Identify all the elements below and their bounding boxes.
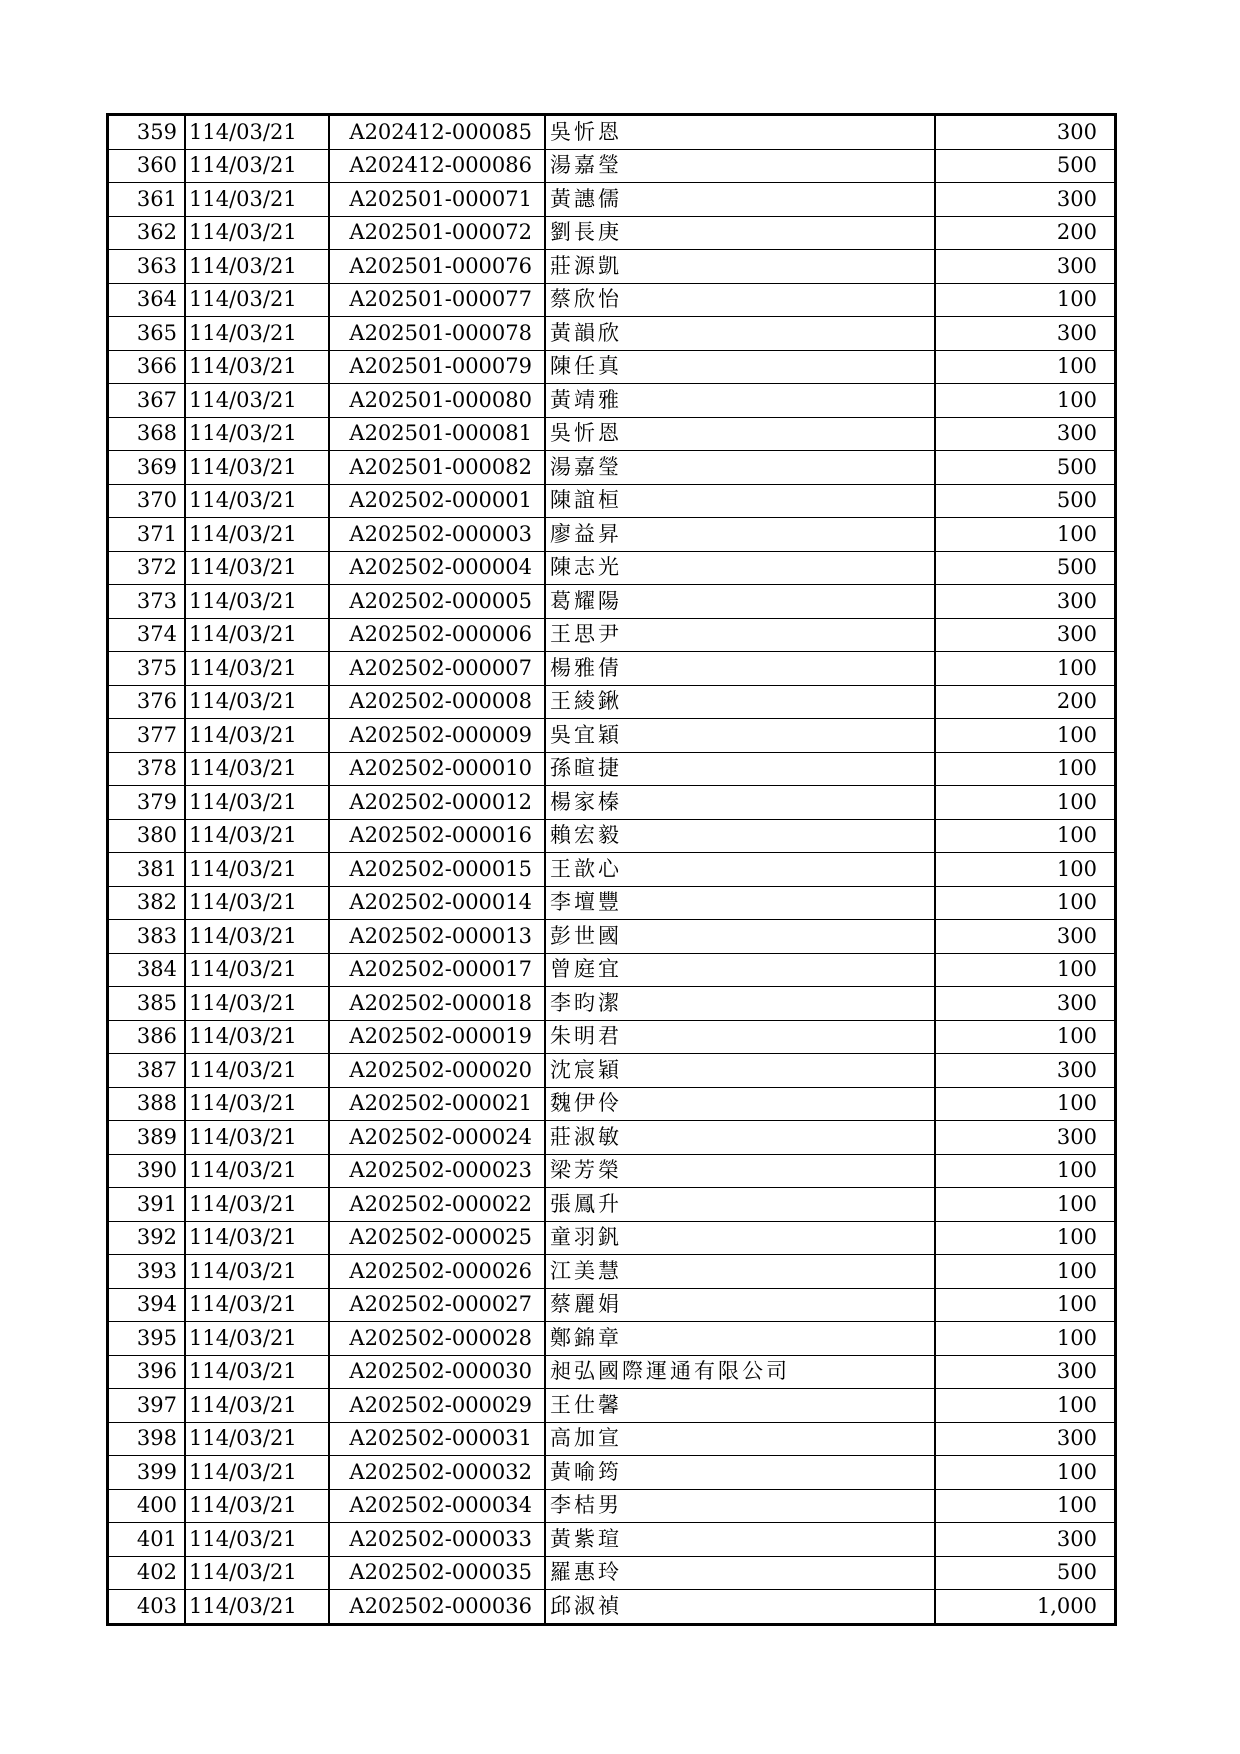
row-number: 383: [108, 920, 186, 954]
row-date: 114/03/21: [185, 1389, 329, 1423]
donor-name: 蔡麗娟: [545, 1288, 935, 1322]
donor-name: 魏伊伶: [545, 1087, 935, 1121]
row-number: 369: [108, 451, 186, 485]
row-number: 403: [108, 1590, 186, 1625]
donation-amount: 100: [935, 1288, 1116, 1322]
receipt-number: A202502-000025: [329, 1221, 545, 1255]
table-row: [108, 250, 1116, 284]
table-row: [108, 1087, 1116, 1121]
donation-amount: 100: [935, 1154, 1116, 1188]
row-number: 362: [108, 216, 186, 250]
receipt-number: A202501-000080: [329, 384, 545, 418]
table-row: [108, 283, 1116, 317]
row-number: 384: [108, 953, 186, 987]
receipt-number: A202502-000015: [329, 853, 545, 887]
table-row: [108, 1154, 1116, 1188]
donor-name: 楊家榛: [545, 786, 935, 820]
donor-name: 湯嘉瑩: [545, 451, 935, 485]
donor-name: 邱淑禎: [545, 1590, 935, 1625]
receipt-number: A202502-000027: [329, 1288, 545, 1322]
donation-amount: 500: [935, 551, 1116, 585]
donor-name: 黃喻筠: [545, 1456, 935, 1490]
row-number: 391: [108, 1188, 186, 1222]
donation-amount: 300: [935, 1523, 1116, 1557]
table-row: [108, 886, 1116, 920]
row-date: 114/03/21: [185, 1556, 329, 1590]
donation-amount: 100: [935, 1087, 1116, 1121]
receipt-number: A202502-000001: [329, 484, 545, 518]
row-number: 394: [108, 1288, 186, 1322]
row-number: 400: [108, 1489, 186, 1523]
row-number: 389: [108, 1121, 186, 1155]
donor-name: 孫暄捷: [545, 752, 935, 786]
row-number: 399: [108, 1456, 186, 1490]
row-date: 114/03/21: [185, 250, 329, 284]
row-number: 380: [108, 819, 186, 853]
ledger-body: [108, 115, 1116, 1625]
receipt-number: A202502-000019: [329, 1020, 545, 1054]
table-row: [108, 1489, 1116, 1523]
donation-amount: 500: [935, 1556, 1116, 1590]
row-date: 114/03/21: [185, 920, 329, 954]
donor-name: 李昀潔: [545, 987, 935, 1021]
donation-amount: 100: [935, 283, 1116, 317]
receipt-number: A202502-000010: [329, 752, 545, 786]
table-row: [108, 1221, 1116, 1255]
row-number: 401: [108, 1523, 186, 1557]
donation-amount: 500: [935, 149, 1116, 183]
donor-name: 莊源凱: [545, 250, 935, 284]
receipt-number: A202502-000013: [329, 920, 545, 954]
donation-amount: 300: [935, 920, 1116, 954]
row-date: 114/03/21: [185, 1489, 329, 1523]
donor-name: 蔡欣怡: [545, 283, 935, 317]
row-date: 114/03/21: [185, 1288, 329, 1322]
receipt-number: A202501-000082: [329, 451, 545, 485]
row-date: 114/03/21: [185, 451, 329, 485]
donation-amount: 300: [935, 417, 1116, 451]
table-row: [108, 853, 1116, 887]
donation-amount: 100: [935, 1322, 1116, 1356]
row-date: 114/03/21: [185, 1523, 329, 1557]
donor-name: 黃紫瑄: [545, 1523, 935, 1557]
row-number: 371: [108, 518, 186, 552]
row-date: 114/03/21: [185, 1221, 329, 1255]
receipt-number: A202502-000006: [329, 618, 545, 652]
receipt-number: A202502-000032: [329, 1456, 545, 1490]
table-row: [108, 1121, 1116, 1155]
row-date: 114/03/21: [185, 1087, 329, 1121]
receipt-number: A202502-000012: [329, 786, 545, 820]
row-number: 375: [108, 652, 186, 686]
receipt-number: A202501-000078: [329, 317, 545, 351]
donation-amount: 300: [935, 1355, 1116, 1389]
receipt-number: A202502-000003: [329, 518, 545, 552]
row-date: 114/03/21: [185, 853, 329, 887]
table-row: [108, 216, 1116, 250]
row-number: 381: [108, 853, 186, 887]
row-number: 378: [108, 752, 186, 786]
table-row: [108, 1389, 1116, 1423]
receipt-number: A202502-000004: [329, 551, 545, 585]
receipt-number: A202502-000008: [329, 685, 545, 719]
row-date: 114/03/21: [185, 1590, 329, 1625]
row-date: 114/03/21: [185, 719, 329, 753]
donation-amount: 300: [935, 987, 1116, 1021]
row-date: 114/03/21: [185, 417, 329, 451]
table-row: [108, 149, 1116, 183]
row-number: 390: [108, 1154, 186, 1188]
donor-name: 沈宸穎: [545, 1054, 935, 1088]
receipt-number: A202501-000079: [329, 350, 545, 384]
table-row: [108, 618, 1116, 652]
receipt-number: A202412-000086: [329, 149, 545, 183]
donation-amount: 100: [935, 886, 1116, 920]
row-number: 368: [108, 417, 186, 451]
receipt-number: A202502-000024: [329, 1121, 545, 1155]
row-date: 114/03/21: [185, 551, 329, 585]
donation-amount: 300: [935, 1422, 1116, 1456]
row-date: 114/03/21: [185, 585, 329, 619]
row-date: 114/03/21: [185, 115, 329, 150]
donor-name: 王仕馨: [545, 1389, 935, 1423]
row-number: 373: [108, 585, 186, 619]
receipt-number: A202502-000036: [329, 1590, 545, 1625]
row-date: 114/03/21: [185, 886, 329, 920]
donation-amount: 100: [935, 1221, 1116, 1255]
donation-amount: 100: [935, 1456, 1116, 1490]
row-date: 114/03/21: [185, 987, 329, 1021]
donor-name: 劉長庚: [545, 216, 935, 250]
donor-name: 王歆心: [545, 853, 935, 887]
donor-name: 王綾鍬: [545, 685, 935, 719]
row-date: 114/03/21: [185, 518, 329, 552]
donor-name: 楊雅倩: [545, 652, 935, 686]
receipt-number: A202502-000007: [329, 652, 545, 686]
donation-amount: 300: [935, 1054, 1116, 1088]
donor-name: 江美慧: [545, 1255, 935, 1289]
table-row: [108, 417, 1116, 451]
row-number: 398: [108, 1422, 186, 1456]
donation-amount: 300: [935, 250, 1116, 284]
receipt-number: A202502-000033: [329, 1523, 545, 1557]
table-row: [108, 719, 1116, 753]
table-row: [108, 115, 1116, 150]
table-row: [108, 350, 1116, 384]
donation-amount: 100: [935, 786, 1116, 820]
table-row: [108, 551, 1116, 585]
receipt-number: A202502-000009: [329, 719, 545, 753]
row-number: 361: [108, 183, 186, 217]
row-number: 359: [108, 115, 186, 150]
row-number: 376: [108, 685, 186, 719]
donor-name: 高加宣: [545, 1422, 935, 1456]
donation-amount: 100: [935, 518, 1116, 552]
donation-amount: 200: [935, 216, 1116, 250]
row-number: 387: [108, 1054, 186, 1088]
donation-amount: 100: [935, 819, 1116, 853]
table-row: [108, 953, 1116, 987]
receipt-number: A202502-000018: [329, 987, 545, 1021]
donor-name: 廖益昇: [545, 518, 935, 552]
row-number: 366: [108, 350, 186, 384]
receipt-number: A202502-000021: [329, 1087, 545, 1121]
row-date: 114/03/21: [185, 149, 329, 183]
table-row: [108, 1255, 1116, 1289]
row-number: 397: [108, 1389, 186, 1423]
row-date: 114/03/21: [185, 484, 329, 518]
donation-amount: 100: [935, 1389, 1116, 1423]
table-row: [108, 1590, 1116, 1625]
table-row: [108, 1456, 1116, 1490]
table-row: [108, 1188, 1116, 1222]
donor-name: 鄭錦章: [545, 1322, 935, 1356]
donation-amount: 500: [935, 451, 1116, 485]
row-date: 114/03/21: [185, 953, 329, 987]
donation-ledger-table: [106, 113, 1117, 1626]
receipt-number: A202502-000016: [329, 819, 545, 853]
row-number: 393: [108, 1255, 186, 1289]
receipt-number: A202501-000081: [329, 417, 545, 451]
row-date: 114/03/21: [185, 1020, 329, 1054]
table-row: [108, 685, 1116, 719]
receipt-number: A202502-000030: [329, 1355, 545, 1389]
row-date: 114/03/21: [185, 786, 329, 820]
row-number: 372: [108, 551, 186, 585]
receipt-number: A202502-000026: [329, 1255, 545, 1289]
receipt-number: A202502-000005: [329, 585, 545, 619]
table-row: [108, 317, 1116, 351]
donation-amount: 100: [935, 1188, 1116, 1222]
table-row: [108, 786, 1116, 820]
receipt-number: A202502-000022: [329, 1188, 545, 1222]
row-number: 388: [108, 1087, 186, 1121]
row-number: 379: [108, 786, 186, 820]
donor-name: 曾庭宜: [545, 953, 935, 987]
donor-name: 彭世國: [545, 920, 935, 954]
donation-amount: 1,000: [935, 1590, 1116, 1625]
receipt-number: A202501-000072: [329, 216, 545, 250]
row-date: 114/03/21: [185, 1322, 329, 1356]
donor-name: 朱明君: [545, 1020, 935, 1054]
receipt-number: A202502-000020: [329, 1054, 545, 1088]
receipt-number: A202501-000076: [329, 250, 545, 284]
donation-amount: 300: [935, 1121, 1116, 1155]
row-number: 364: [108, 283, 186, 317]
donor-name: 羅惠玲: [545, 1556, 935, 1590]
table-row: [108, 752, 1116, 786]
table-row: [108, 183, 1116, 217]
donor-name: 黃譓儒: [545, 183, 935, 217]
row-date: 114/03/21: [185, 283, 329, 317]
donor-name: 李桔男: [545, 1489, 935, 1523]
row-number: 370: [108, 484, 186, 518]
donation-amount: 100: [935, 1255, 1116, 1289]
row-number: 382: [108, 886, 186, 920]
receipt-number: A202502-000035: [329, 1556, 545, 1590]
donation-amount: 100: [935, 719, 1116, 753]
donation-amount: 100: [935, 1489, 1116, 1523]
table-row: [108, 1355, 1116, 1389]
donation-amount: 100: [935, 384, 1116, 418]
receipt-number: A202502-000014: [329, 886, 545, 920]
row-number: 360: [108, 149, 186, 183]
donation-amount: 100: [935, 853, 1116, 887]
row-date: 114/03/21: [185, 1355, 329, 1389]
donor-name: 湯嘉瑩: [545, 149, 935, 183]
donor-name: 莊淑敏: [545, 1121, 935, 1155]
receipt-number: A202501-000071: [329, 183, 545, 217]
donor-name: 梁芳榮: [545, 1154, 935, 1188]
donor-name: 黃靖雅: [545, 384, 935, 418]
table-row: [108, 384, 1116, 418]
table-row: [108, 518, 1116, 552]
row-date: 114/03/21: [185, 1054, 329, 1088]
table-row: [108, 1322, 1116, 1356]
row-date: 114/03/21: [185, 1456, 329, 1490]
row-date: 114/03/21: [185, 1154, 329, 1188]
donation-amount: 300: [935, 585, 1116, 619]
receipt-number: A202502-000029: [329, 1389, 545, 1423]
row-date: 114/03/21: [185, 618, 329, 652]
donation-amount: 100: [935, 350, 1116, 384]
donation-amount: 200: [935, 685, 1116, 719]
row-date: 114/03/21: [185, 819, 329, 853]
donation-amount: 300: [935, 618, 1116, 652]
donation-amount: 100: [935, 953, 1116, 987]
row-date: 114/03/21: [185, 652, 329, 686]
row-date: 114/03/21: [185, 317, 329, 351]
row-number: 392: [108, 1221, 186, 1255]
table-row: [108, 1020, 1116, 1054]
table-row: [108, 451, 1116, 485]
row-date: 114/03/21: [185, 752, 329, 786]
row-number: 367: [108, 384, 186, 418]
donation-amount: 300: [935, 317, 1116, 351]
donation-amount: 100: [935, 1020, 1116, 1054]
row-date: 114/03/21: [185, 183, 329, 217]
row-date: 114/03/21: [185, 350, 329, 384]
donation-amount: 300: [935, 115, 1116, 150]
donor-name: 李壇豐: [545, 886, 935, 920]
donor-name: 吳忻恩: [545, 115, 935, 150]
table-row: [108, 987, 1116, 1021]
donation-amount: 100: [935, 652, 1116, 686]
row-number: 395: [108, 1322, 186, 1356]
table-row: [108, 1054, 1116, 1088]
donation-amount: 500: [935, 484, 1116, 518]
row-date: 114/03/21: [185, 1255, 329, 1289]
donor-name: 吳宜穎: [545, 719, 935, 753]
receipt-number: A202502-000034: [329, 1489, 545, 1523]
donor-name: 黃韻欣: [545, 317, 935, 351]
row-number: 386: [108, 1020, 186, 1054]
receipt-number: A202502-000017: [329, 953, 545, 987]
donor-name: 葛耀陽: [545, 585, 935, 619]
row-number: 365: [108, 317, 186, 351]
donor-name: 童羽釩: [545, 1221, 935, 1255]
row-date: 114/03/21: [185, 1121, 329, 1155]
receipt-number: A202502-000023: [329, 1154, 545, 1188]
row-date: 114/03/21: [185, 1422, 329, 1456]
donor-name: 王思尹: [545, 618, 935, 652]
row-date: 114/03/21: [185, 384, 329, 418]
row-date: 114/03/21: [185, 685, 329, 719]
table-row: [108, 484, 1116, 518]
donation-amount: 300: [935, 183, 1116, 217]
table-row: [108, 1556, 1116, 1590]
receipt-number: A202412-000085: [329, 115, 545, 150]
table-row: [108, 585, 1116, 619]
row-number: 396: [108, 1355, 186, 1389]
donor-name: 陳志光: [545, 551, 935, 585]
receipt-number: A202502-000028: [329, 1322, 545, 1356]
row-date: 114/03/21: [185, 216, 329, 250]
table-row: [108, 1288, 1116, 1322]
table-row: [108, 1523, 1116, 1557]
donor-name: 吳忻恩: [545, 417, 935, 451]
row-number: 377: [108, 719, 186, 753]
receipt-number: A202501-000077: [329, 283, 545, 317]
table-row: [108, 819, 1116, 853]
row-number: 363: [108, 250, 186, 284]
donor-name: 陳誼桓: [545, 484, 935, 518]
donation-amount: 100: [935, 752, 1116, 786]
receipt-number: A202502-000031: [329, 1422, 545, 1456]
row-number: 402: [108, 1556, 186, 1590]
donor-name: 賴宏毅: [545, 819, 935, 853]
donor-name: 陳任真: [545, 350, 935, 384]
row-number: 374: [108, 618, 186, 652]
table-row: [108, 920, 1116, 954]
table-row: [108, 1422, 1116, 1456]
table-row: [108, 652, 1116, 686]
row-date: 114/03/21: [185, 1188, 329, 1222]
donor-name: 張鳳升: [545, 1188, 935, 1222]
donor-name: 昶弘國際運通有限公司: [545, 1355, 935, 1389]
row-number: 385: [108, 987, 186, 1021]
